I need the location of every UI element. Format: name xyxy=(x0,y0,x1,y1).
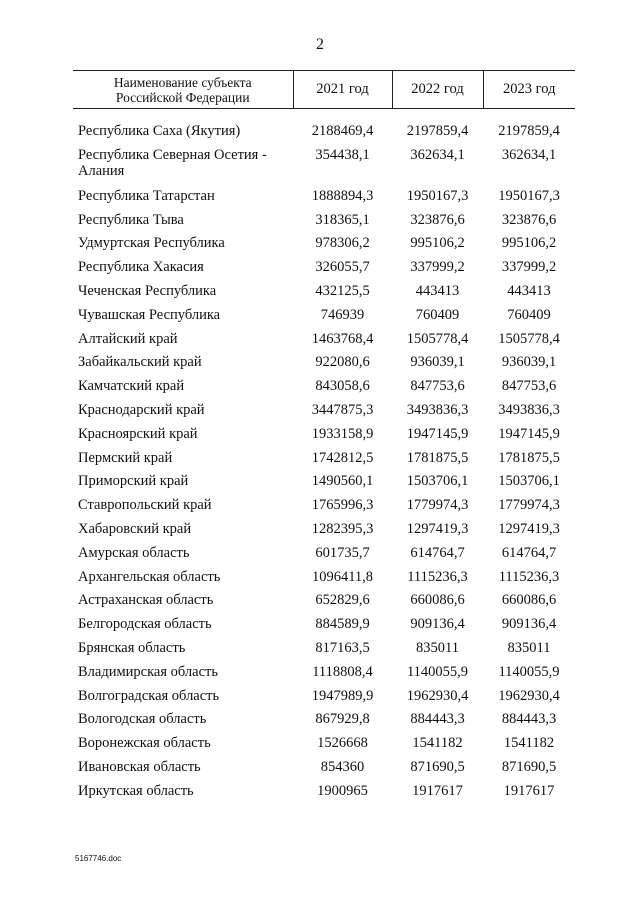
value-2022-cell: 884443,3 xyxy=(410,711,465,728)
value-2022-cell: 1503706,1 xyxy=(406,473,469,490)
value-2023-cell: 1503706,1 xyxy=(498,473,560,490)
value-2023-cell: 1779974,3 xyxy=(498,497,560,514)
table-row xyxy=(73,711,575,735)
region-name-cell: Ставропольский край xyxy=(78,497,212,514)
value-2022-cell: 3493836,3 xyxy=(406,401,469,418)
table-row xyxy=(73,592,575,616)
value-2021-cell: 884589,9 xyxy=(315,616,370,633)
value-2021-cell: 1900965 xyxy=(317,782,368,799)
value-2022-cell: 1297419,3 xyxy=(406,520,469,537)
value-2022-cell: 660086,6 xyxy=(410,592,465,609)
table-row xyxy=(73,188,575,212)
table-row xyxy=(73,569,575,593)
value-2021-cell: 318365,1 xyxy=(315,211,370,228)
table-row xyxy=(73,545,575,569)
region-name-cell: Хабаровский край xyxy=(78,520,192,537)
table-row xyxy=(73,212,575,236)
value-2021-cell: 1282395,3 xyxy=(311,520,374,537)
value-2021-cell: 2188469,4 xyxy=(311,123,374,139)
table-row xyxy=(73,640,575,664)
value-2021-cell: 1933158,9 xyxy=(311,425,374,442)
region-name-cell: Астраханская область xyxy=(78,592,214,609)
table-row xyxy=(73,147,575,188)
table-row xyxy=(73,426,575,450)
region-name-cell: Красноярский край xyxy=(78,425,198,442)
table-row xyxy=(73,378,575,402)
table-row xyxy=(73,473,575,497)
region-name-cell: Приморский край xyxy=(78,473,189,490)
value-2022-cell: 1950167,3 xyxy=(406,187,469,204)
value-2023-cell: 1950167,3 xyxy=(498,187,560,204)
value-2023-cell: 3493836,3 xyxy=(498,401,560,418)
table-row xyxy=(73,354,575,378)
value-2023-cell: 1917617 xyxy=(503,782,555,799)
value-2023-cell: 884443,3 xyxy=(501,711,557,728)
value-2021-cell: 978306,2 xyxy=(315,235,370,252)
table-row xyxy=(73,331,575,355)
region-name-cell: Амурская область xyxy=(78,544,190,561)
table-row xyxy=(73,235,575,259)
region-name-cell: Волгоградская область xyxy=(78,687,220,704)
value-2022-cell: 2197859,4 xyxy=(406,123,469,139)
value-2022-cell: 1917617 xyxy=(412,782,463,799)
value-2021-cell: 1742812,5 xyxy=(311,449,374,466)
value-2022-cell: 1140055,9 xyxy=(406,663,469,680)
value-2022-cell: 909136,4 xyxy=(410,616,465,633)
value-2021-cell: 817163,5 xyxy=(315,639,370,656)
column-header-region-line1: Наименование субъекта xyxy=(113,74,252,90)
value-2021-cell: 1096411,8 xyxy=(311,568,374,585)
column-header-region-line2: Российской Федерации xyxy=(115,89,250,105)
value-2023-cell: 936039,1 xyxy=(501,354,557,371)
value-2023-cell: 1140055,9 xyxy=(498,663,560,680)
column-header-2021: 2021 год xyxy=(293,71,392,109)
value-2021-cell: 1463768,4 xyxy=(311,330,374,347)
value-2021-cell: 854360 xyxy=(320,758,365,775)
value-2021-cell: 843058,6 xyxy=(315,378,370,395)
column-header-2022: 2022 год xyxy=(392,71,483,109)
value-2022-cell: 614764,7 xyxy=(410,544,465,561)
value-2021-cell: 1490560,1 xyxy=(311,473,374,490)
value-2022-cell: 1541182 xyxy=(412,735,463,752)
region-name-cell: Республика Саха (Якутия) xyxy=(78,123,241,139)
value-2022-cell: 323876,6 xyxy=(410,211,465,228)
region-name-cell: Воронежская область xyxy=(78,735,211,752)
value-2022-cell: 443413 xyxy=(415,282,460,299)
region-name-cell: Республика Хакасия xyxy=(78,259,204,276)
value-2021-cell: 1118808,4 xyxy=(312,663,373,680)
column-header-2023: 2023 год xyxy=(483,71,575,109)
value-2021-cell: 1526668 xyxy=(317,735,368,752)
value-2023-cell: 995106,2 xyxy=(501,235,557,252)
table-row xyxy=(73,402,575,426)
region-name-cell: Алтайский край xyxy=(78,330,178,347)
value-2023-cell: 871690,5 xyxy=(501,758,557,775)
value-2021-cell: 432125,5 xyxy=(315,282,370,299)
region-name-cell: Вологодская область xyxy=(78,711,207,728)
table-row xyxy=(73,688,575,712)
value-2021-cell: 922080,6 xyxy=(315,354,370,371)
value-2023-cell: 1541182 xyxy=(503,735,555,752)
table-row xyxy=(73,283,575,307)
region-name-cell: Республика Тыва xyxy=(78,211,184,228)
table-row xyxy=(73,521,575,545)
table-row xyxy=(73,123,575,147)
table-row xyxy=(73,307,575,331)
value-2023-cell: 760409 xyxy=(507,306,551,323)
table-row xyxy=(73,497,575,521)
value-2022-cell: 847753,6 xyxy=(410,378,465,395)
region-name-cell: Забайкальский край xyxy=(78,354,202,371)
value-2022-cell: 1781875,5 xyxy=(406,449,469,466)
document-code: 5167746.doc xyxy=(75,854,122,863)
region-name-cell: Архангельская область xyxy=(78,568,221,585)
value-2023-cell: 1781875,5 xyxy=(498,449,560,466)
budget-table xyxy=(73,70,575,807)
value-2023-cell: 909136,4 xyxy=(501,616,557,633)
table-row xyxy=(73,735,575,759)
value-2021-cell: 326055,7 xyxy=(315,259,370,276)
region-name-cell: Ивановская область xyxy=(78,758,201,775)
value-2022-cell: 362634,1 xyxy=(410,146,465,163)
value-2023-cell: 1115236,3 xyxy=(498,568,560,585)
value-2023-cell: 2197859,4 xyxy=(498,123,560,139)
value-2023-cell: 1962930,4 xyxy=(498,687,560,704)
value-2022-cell: 1115236,3 xyxy=(407,568,468,585)
value-2023-cell: 323876,6 xyxy=(501,211,557,228)
region-name-cell: Республика Северная Осетия - Алания xyxy=(78,146,267,179)
value-2023-cell: 1297419,3 xyxy=(498,520,560,537)
page-number: 2 xyxy=(316,36,324,53)
region-name-cell: Удмуртская Республика xyxy=(78,235,225,252)
value-2021-cell: 746939 xyxy=(320,306,365,323)
value-2023-cell: 835011 xyxy=(507,639,551,656)
region-name-cell: Краснодарский край xyxy=(78,401,205,418)
value-2023-cell: 1947145,9 xyxy=(498,425,560,442)
region-name-cell: Белгородская область xyxy=(78,616,212,633)
region-name-cell: Чеченская Республика xyxy=(78,282,217,299)
value-2023-cell: 847753,6 xyxy=(501,378,557,395)
value-2023-cell: 337999,2 xyxy=(501,259,557,276)
value-2021-cell: 1947989,9 xyxy=(311,687,374,704)
value-2021-cell: 354438,1 xyxy=(315,146,370,163)
value-2022-cell: 1947145,9 xyxy=(406,425,469,442)
value-2022-cell: 871690,5 xyxy=(410,758,465,775)
value-2021-cell: 867929,8 xyxy=(315,711,370,728)
table-row xyxy=(73,664,575,688)
table-row xyxy=(73,616,575,640)
value-2022-cell: 1779974,3 xyxy=(406,497,469,514)
region-name-cell: Иркутская область xyxy=(78,782,194,799)
value-2022-cell: 936039,1 xyxy=(410,354,465,371)
value-2022-cell: 1962930,4 xyxy=(406,687,469,704)
value-2023-cell: 1505778,4 xyxy=(498,330,560,347)
region-name-cell: Пермский край xyxy=(78,449,173,466)
value-2021-cell: 652829,6 xyxy=(315,592,370,609)
table-row xyxy=(73,759,575,783)
table-row xyxy=(73,450,575,474)
table-row xyxy=(73,783,575,807)
table-header-row xyxy=(73,71,575,109)
column-header-region xyxy=(73,71,293,109)
table-row xyxy=(73,259,575,283)
value-2022-cell: 760409 xyxy=(415,306,460,323)
value-2023-cell: 660086,6 xyxy=(501,592,557,609)
region-name-cell: Владимирская область xyxy=(78,663,218,680)
value-2021-cell: 1888894,3 xyxy=(311,187,374,204)
region-name-cell: Брянская область xyxy=(78,639,186,656)
region-name-cell: Камчатский край xyxy=(78,378,185,395)
value-2021-cell: 601735,7 xyxy=(315,544,370,561)
value-2023-cell: 443413 xyxy=(507,282,551,299)
table-body xyxy=(73,109,575,807)
value-2021-cell: 3447875,3 xyxy=(311,401,374,418)
value-2023-cell: 614764,7 xyxy=(501,544,557,561)
value-2022-cell: 337999,2 xyxy=(410,259,465,276)
value-2022-cell: 995106,2 xyxy=(410,235,465,252)
value-2022-cell: 1505778,4 xyxy=(406,330,469,347)
header-spacer xyxy=(73,109,575,124)
value-2023-cell: 362634,1 xyxy=(501,146,557,163)
region-name-cell: Республика Татарстан xyxy=(78,187,215,204)
value-2021-cell: 1765996,3 xyxy=(311,497,374,514)
region-name-cell: Чувашская Республика xyxy=(78,306,221,323)
value-2022-cell: 835011 xyxy=(416,639,459,656)
